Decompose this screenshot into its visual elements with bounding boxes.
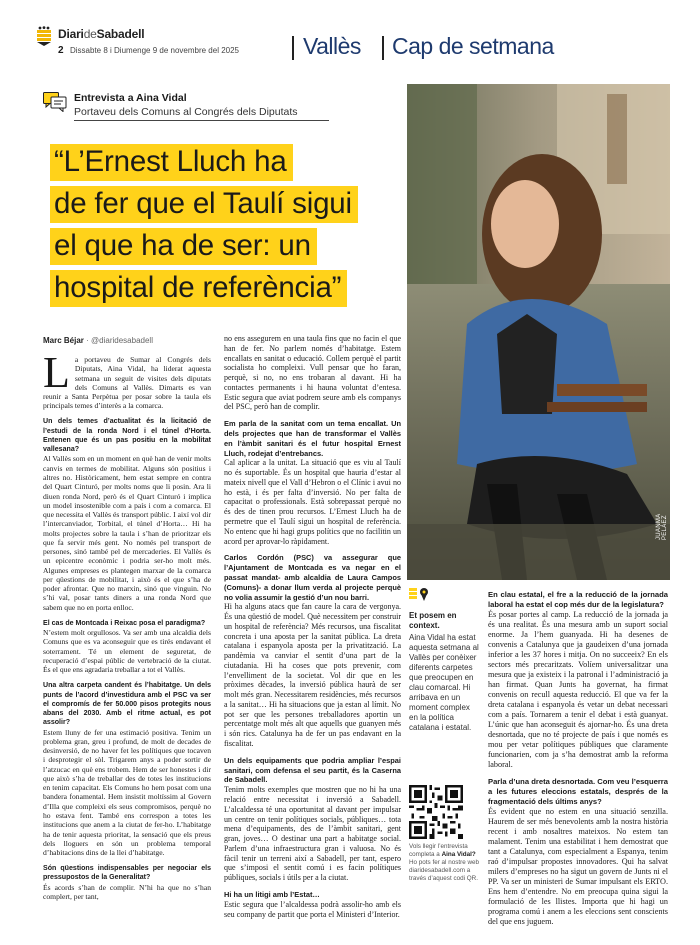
headline-line: el que ha de ser: un: [50, 228, 317, 265]
question: Parla d’una dreta desnortada. Com veu l’esquerra a les futures eleccions estatals, després de la fragmentació dels últims anys?: [488, 777, 668, 807]
kicker-title: Entrevista a Aina Vidal: [74, 92, 187, 104]
question: El cas de Montcada i Reixac posa el paradigma?: [43, 619, 206, 627]
qr-caption-text: Vols llegir l’entrevista completa a: [409, 843, 468, 858]
question: Em parla de la sanitat com un tema encallat. Un dels projectes que han de transformar el Vallès en l’àmbit sanitari és el futur hospital Ernest Lluch, rodejat d’entrebancs.: [224, 419, 401, 458]
question: Un dels equipaments que podria ampliar l’espai sanitari, com defensa el seu partit, és la Caserna de Sabadell.: [224, 755, 401, 785]
qr-caption: [409, 843, 479, 883]
question: Hi ha un litigi amb l’Estat…: [224, 890, 320, 900]
brand-logo[interactable]: [58, 27, 144, 41]
answer: És evident que no estem en una situació senzilla. Haurem de ser més benevolents amb la nostra història recent i amb nosaltres mateixos. No estem tan malament. Tenim una estabilitat i hem demostrat que tant a Catalunya, com especialment a Espanya, tenim raó d’impulsar propostes innovadores. Qui ha salvat milers d’empreses no ha sigut un govern de Junts ni el PP. Va ser un ministeri de Sumar impulsant els ERTO. Ens hem d’entendre. No em preocupa quina sigui la formulació de les llistes. Importa que hi hagi un programa comú i anem a les eleccions sent conscients del que ens juguem.: [488, 807, 668, 927]
answer: Hi ha alguns atacs que fan caure la cara de vergonya. És una qüestió de model. Què necessitem per construir un hospital de referència? Més recursos, una fiscalitat concreta i una aposta per la sanitat pública. La dreta catalana i espanyola aposta per la privatització. La pandèmia va canviar el sentit d’una part de la ciutadania. Hi ha coses que pots prevenir, com l’envelliment de la societat. Vol dir que en les pròximes dècades, la inversió pública haurà de ser molt més gran. Necessitarem residències, més recursos a la sanitat… Hi ha situacions que ja estan al límit. No pot ser que les persones treballadores aportin un percentatge molt més alt que aquells que guanyen més i són rics. Catalunya ha de fer un pas endavant en la fiscalitat.: [224, 602, 401, 748]
question: En clau estatal, el fre a la reducció de la jornada laboral ha estat el cop més dur de la legislatura?: [488, 590, 668, 609]
speech-bubble-icon: [43, 92, 67, 112]
question: Una altra carpeta candent és l’habitatge. Un dels punts de l’acord d’investidura amb el PSC va ser el compromís de fer 50.000 pisos protegits nous abans del 2030. Amb el ritme actual, es pot assolir?: [43, 682, 211, 727]
brand-de: de: [83, 27, 97, 41]
qr-caption-text-end: Ho pots fer al nostre web diaridesabadell.com a través d’aquest codi QR.: [409, 859, 480, 882]
section-divider: [292, 36, 294, 60]
page-number: 2: [58, 45, 64, 56]
dropcap: L: [43, 355, 70, 397]
subsection-title: Cap de setmana: [392, 33, 554, 59]
answer: Cal aplicar a la unitat. La situació que es viu al Taulí no és suportable. És un hospital que hauria d’estar al mateix nivell que el Vall d’Hebron o el Clínic i avui no ho està, i és per falta d’inversió. No per falta de capacitat o professionals. Està sobrepassat perquè no és des de tinen prou recursos. L’Ernest Lluch ha de permetre que el Taulí sigui un hospital de referència. No entenc que hi hagi grups polítics que no facilitin un acord per aprovar-lo ràpidament.: [224, 458, 401, 546]
context-sidebar: [409, 586, 479, 733]
question: Són qüestions indispensables per negociar els pressupostos de la Generalitat?: [43, 865, 211, 882]
brand-main: Diari: [58, 27, 84, 41]
article-column-2: [224, 334, 401, 927]
headline-line: hospital de referència”: [50, 270, 347, 307]
answer: no ens assegurem en una taula fins que no facin el que han de fer. No parlem només d’habitatge. Estem encallats en sanitat o educació. Collem perquè el partit socialista ho compleixi. Vull pensar que ho faran, perquè, si no, no ens trobaran al davant. Hi ha contactes permanents i hi hauna voluntat d’entesa. Estic segura que aviat podrem seure amb els companys del PSC, però han de complir.: [224, 334, 401, 412]
answer: És posar portes al camp. La reducció de la jornada ja és una realitat. És una mesura amb un suport social enorme. Ja l’hem guanyada. Hi ha desenes de convenis a Catalunya que ja gaudeixen d’una jornada inferior a les 37 hores i mitja. On no succeeix? En els sectors més precaritzats. Volíem universalitzar una mesura que ja existeix i la patronal i l’administració ja han firmat. Quan Junts ha governat, ha firmat convenis on recull aquesta reducció. El que va fer la dreta catalana i espanyola és vetar un debat necessari com a país. Tornarem a tenir el debat i està guanyat. L’únic que han aconseguit és ajornar-ho. És una dreta desnortada, que no té projecte de país i que només es mou per vetar polítiques públiques que claramente funcionarien, com ja s’ha demostrat amb la reforma laboral.: [488, 610, 668, 769]
author-name: Marc Béjar: [43, 336, 84, 345]
brand-city: Sabadell: [96, 27, 145, 41]
answer: Al Vallès som en un moment en què han de venir molts canvis en termes de mobilitat. Alguns són positius i altres no. Històricament, hem estat sempre en contra del Quart Cinturó, per molts noms que li posin. Ara li diuen ronda Nord, però és el Quart Cinturó i implica un model insostenible com a país i com a comarca. El que necessita el Vallès és transport públic. I així vol dir l’intercanviador, Torbital, el túnel d’Horta… Hi ha molts projectes sobre la taula i s’han de prioritzar els que fa servir més gent. No només pel transport de persones, sinó també pel de mercaderies. El Vallès és un epicentre econòmic i podria ser-ho molt més. Algunes empreses es plantegen marxar de la comarca per qüestions de mobilitat, i això és el que s’ha de poder afrontar. Que no marxin, sinó que vinguin. No s’hi val, posar tants diners a una ronda Nord que sabem que no en porta enlloc.: [43, 454, 211, 612]
section-divider: [382, 36, 384, 60]
pin-icon: [409, 586, 431, 602]
answer: Estem lluny de fer una estimació positiva. Tenim un problema gran, greu i profund, de molt de decades de desinversió, de no haver fet les polítiques que tocaven i desprotegir el sòl. Trigarem anys a poder sortir de l’atzucac en què ens trobem. Hem de ser honestes i dir que això s’ha de treballar des de totes les institucions en tenim capacitat. Els Comuns ho hem posat com una bandera fonamental. Hem insistit moltíssim al Govern d’Illa que compleixi els seus compromisos, perquè no ho estava fent. També ens correspon a totes les institucions que anem a la ciutat de fer-ho. L’habitatge ha de tenir aquesta prioritat, la sensació que els preus dels lloguers en són un problema temporal d’habitacions dins de la llei d’habitatge.: [43, 727, 211, 858]
intro-paragraph: [43, 355, 211, 411]
qr-caption-name: Aina Vidal?: [441, 851, 476, 858]
article-column-3: [488, 590, 668, 935]
intro-text: a portaveu de Sumar al Congrés dels Diputats, Aina Vidal, ha liderat aquesta setmana un seguit de visites dels diputats dels Comuns al Vallès. Dimarts es van reunir a Santa Perpètua per posar sobre la taula els principals temes d’interès a la comarca.: [43, 355, 211, 411]
answer: Estic segura que l’alcaldessa podrà assolir-ho amb els seu company de partit que porta el Ministeri d’Interior.: [224, 899, 401, 919]
author-handle[interactable]: @diaridesabadell: [91, 336, 153, 345]
kicker-divider: [74, 120, 329, 121]
sidebar-text: Aina Vidal ha estat aquesta setmana al Vallès per conèixer diferents carpetes que preocupen en clau comarcal. Hi arribava en un moment complex en la política catalana i estatal.: [409, 633, 479, 732]
headline-quote: [50, 141, 450, 309]
article-column-1: [43, 355, 211, 908]
answer: Tenim molts exemples que mostren que no hi ha una relació entre necessitat i inversió a Sabadell. L’alcaldessa té una oportunitat al davant per impulsar un centre on tenir polítiques socials, públiques… tota mena d’equipaments, des de l’àmbit sanitari, gent gran, joves… O destinar una part a habitatge social. Parlem d’una infraestructura gran i valuosa. No és fàcil tenir un terreni així a Sabadell, per tant, espero que s’imposi el sentit comú i es facin polítiques públiques, socials i útils per a la ciutat.: [224, 785, 401, 883]
answer: És acords s’han de complir. N’hi ha que no s’han complert, per tant,: [43, 882, 211, 901]
masthead: [0, 0, 700, 84]
question: Carlos Cordón (PSC) va assegurar que l’Ajuntament de Montcada es va negar en el passat mandat- amb alcaldia de Laura Campos (Comuns)- a donar llum verda al projecte perquè no volia assumir la gestió d’un nou barri.: [224, 553, 401, 602]
headline-line: de fer que el Taulí sigui: [50, 186, 358, 223]
issue-date: Dissabte 8 i Diumenge 9 de novembre del 2025: [70, 46, 239, 55]
section-title: Vallès: [303, 33, 361, 59]
qr-code-icon[interactable]: [409, 785, 463, 839]
separator: ·: [86, 336, 92, 345]
byline: [43, 336, 153, 345]
crown-logo-icon: [36, 26, 52, 46]
question: Un dels temes d’actualitat és la licitació de l’estudi de la ronda Nord i el túnel d’Horta. Entenen que és un pas positiu en la mobilitat vallesana?: [43, 418, 211, 454]
sidebar-title: Et posem en context.: [409, 611, 457, 630]
kicker-subtitle: Portaveu dels Comuns al Congrés dels Diputats: [74, 106, 298, 118]
headline-line: “L’Ernest Lluch ha: [50, 144, 293, 181]
answer: N’estem molt orgullosos. Va ser amb una alcaldia dels Comuns que es va aconseguir que es tirés endavant el soterrament. Té un element de seguretat, de recuperació d’espai públic de vertebració de la ciutat. És el que ens agradaria treballar a tot el Vallès.: [43, 628, 211, 675]
photo-credit: JUANMA PELÁEZ: [656, 513, 668, 540]
